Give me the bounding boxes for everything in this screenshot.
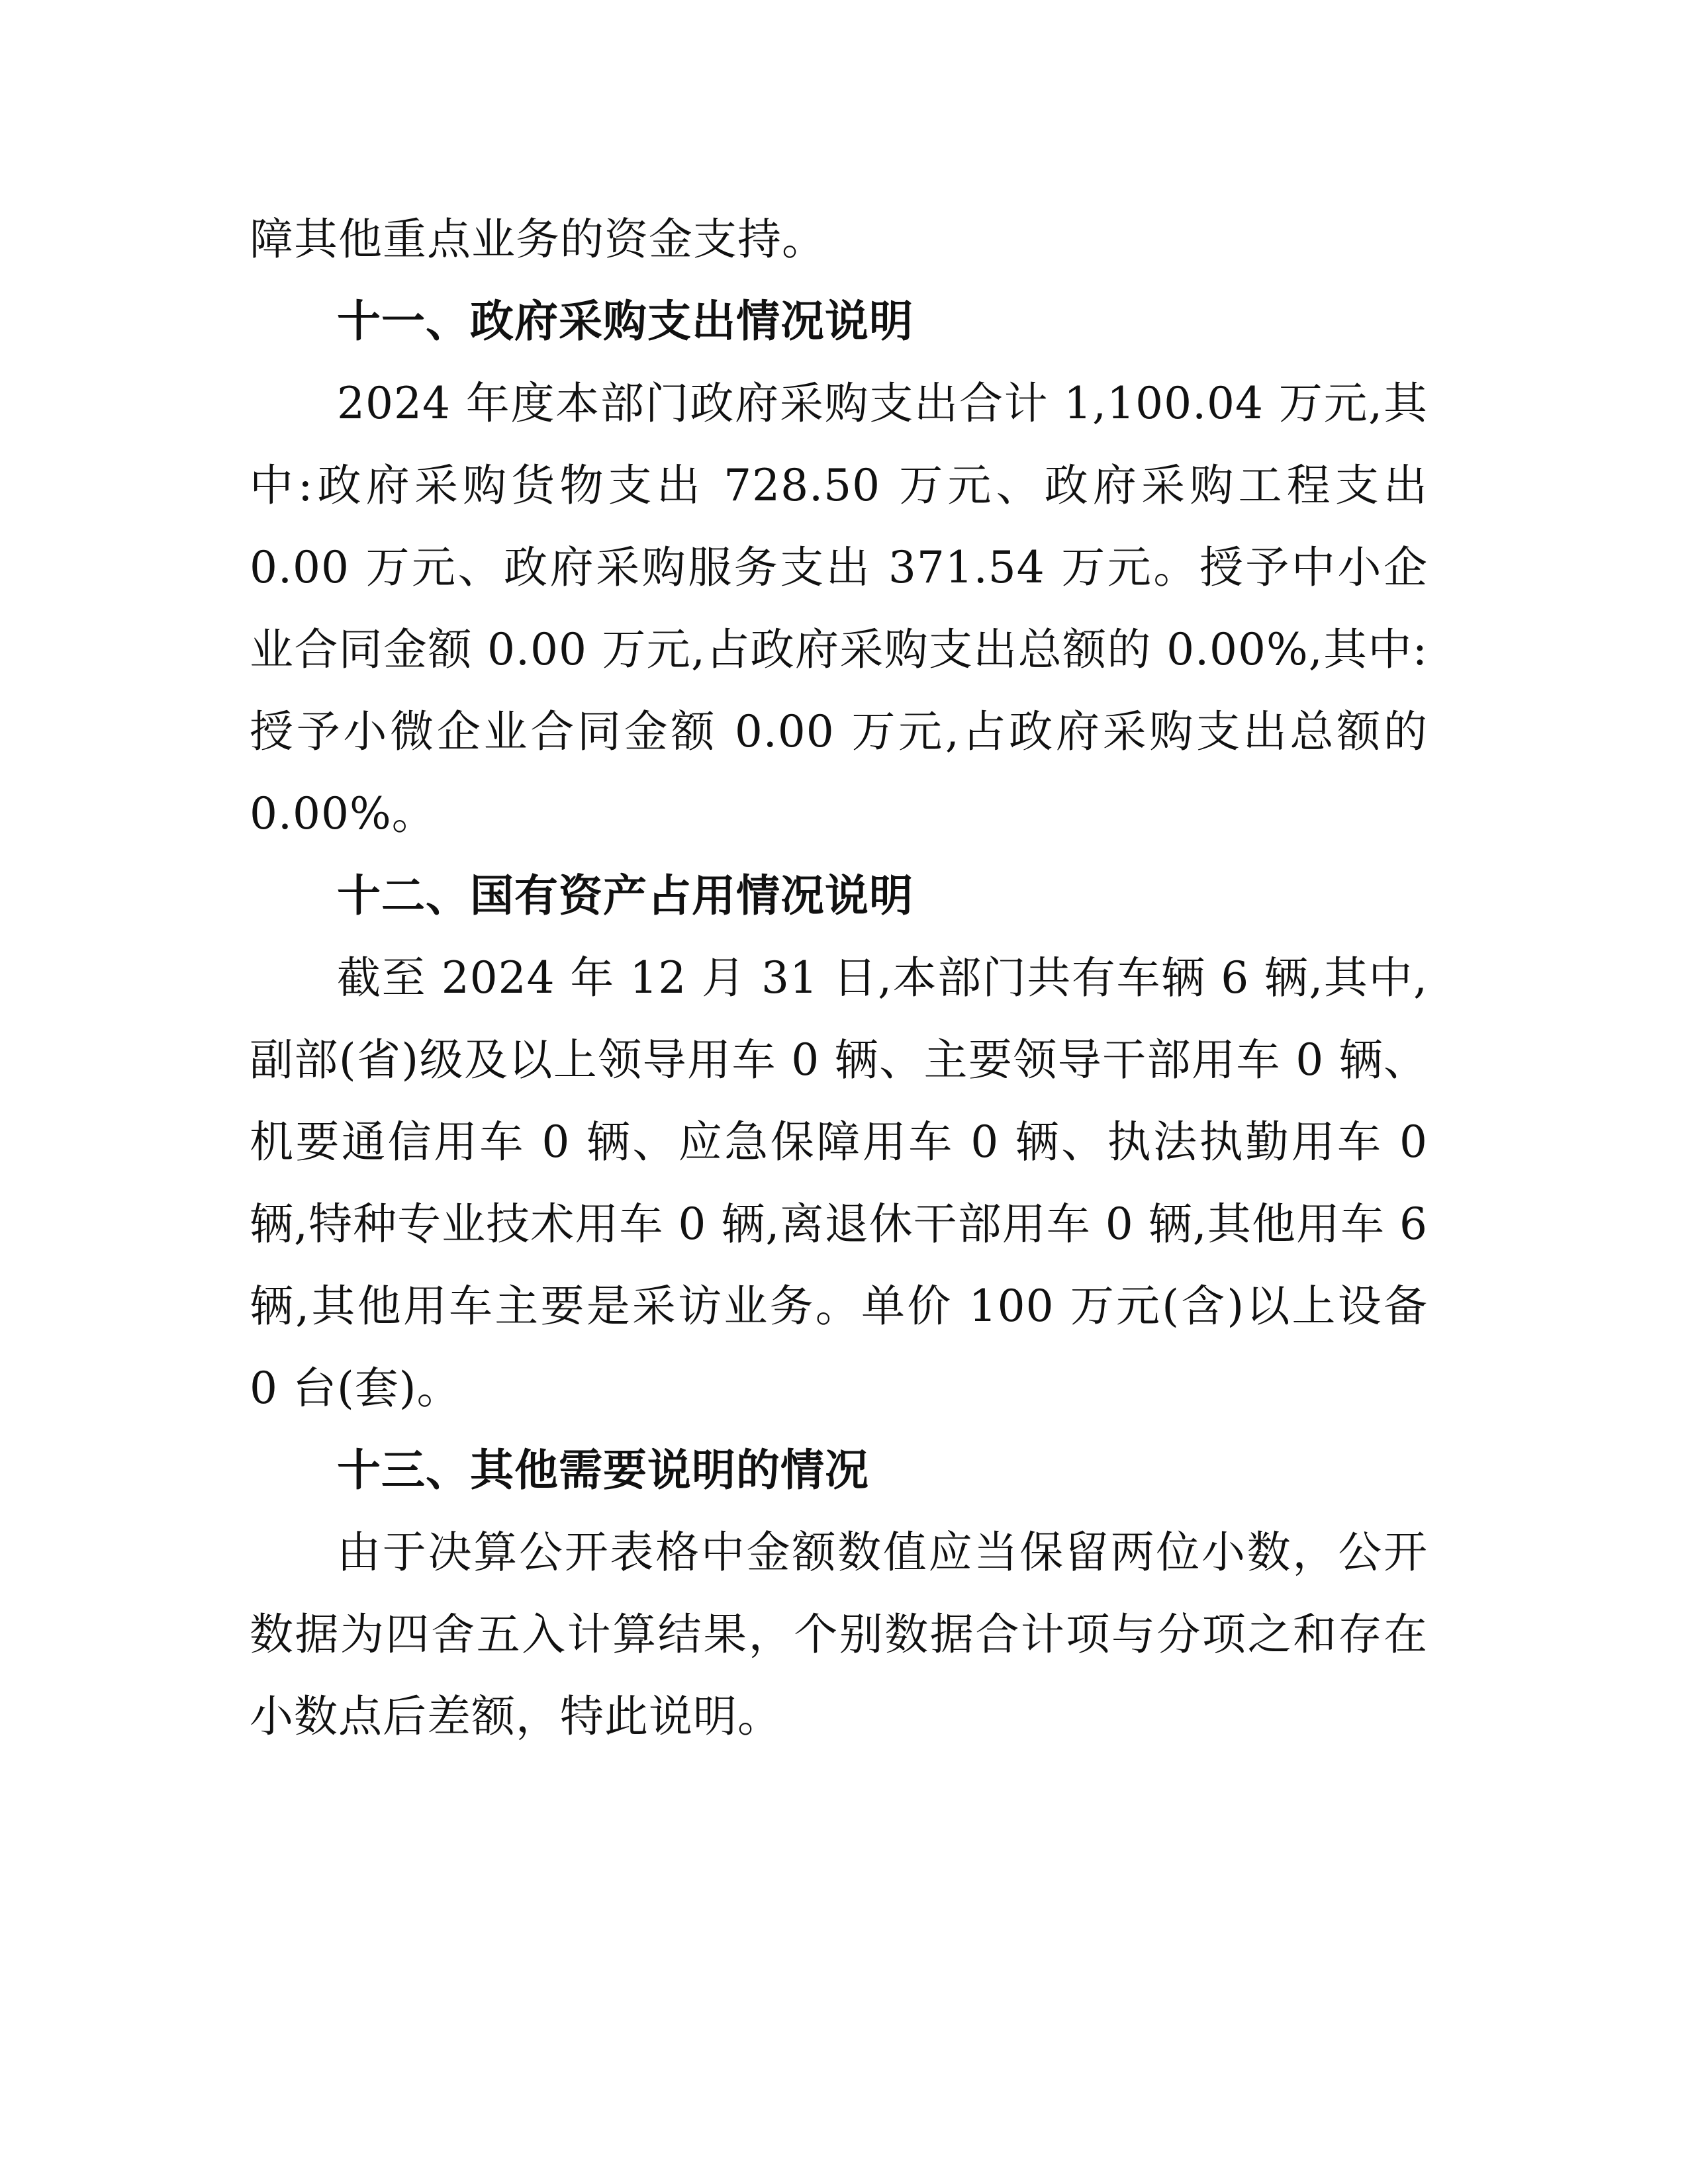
section-body-state-assets: 截至 2024 年 12 月 31 日,本部门共有车辆 6 辆,其中,副部(省)级及以上领导用车 0 辆、主要领导干部用车 0 辆、机要通信用车 0 辆、应急保障用车 0 辆、执法执勤用车 0 辆,特种专业技术用车 0 辆,离退休干部用车 0 辆,其他用车 6 辆,其他用车主要是采访业务。单价 100 万元(含)以上设备 0 台(套)。 [250, 952, 1428, 1414]
section-body-government-procurement: 2024 年度本部门政府采购支出合计 1,100.04 万元,其中:政府采购货物支出 728.50 万元、政府采购工程支出 0.00 万元、政府采购服务支出 371.54 万元。授予中小企业合同金额 0.00 万元,占政府采购支出总额的 0.00%,其中: 授予小微企业合同金额 0.00 万元,占政府采购支出总额的 0.00%。 [250, 378, 1428, 839]
document-body [250, 199, 1428, 1758]
section-heading-state-assets: 十二、国有资产占用情况说明 [337, 870, 914, 921]
section-heading-government-procurement: 十一、政府采购支出情况说明 [337, 296, 914, 347]
section-body-other-notes: 由于决算公开表格中金额数值应当保留两位小数，公开数据为四舍五入计算结果，个别数据合计项与分项之和存在小数点后差额，特此说明。 [250, 1527, 1428, 1742]
continuation-paragraph: 障其他重点业务的资金支持。 [250, 214, 826, 265]
section-heading-other-notes: 十三、其他需要说明的情况 [337, 1445, 869, 1496]
